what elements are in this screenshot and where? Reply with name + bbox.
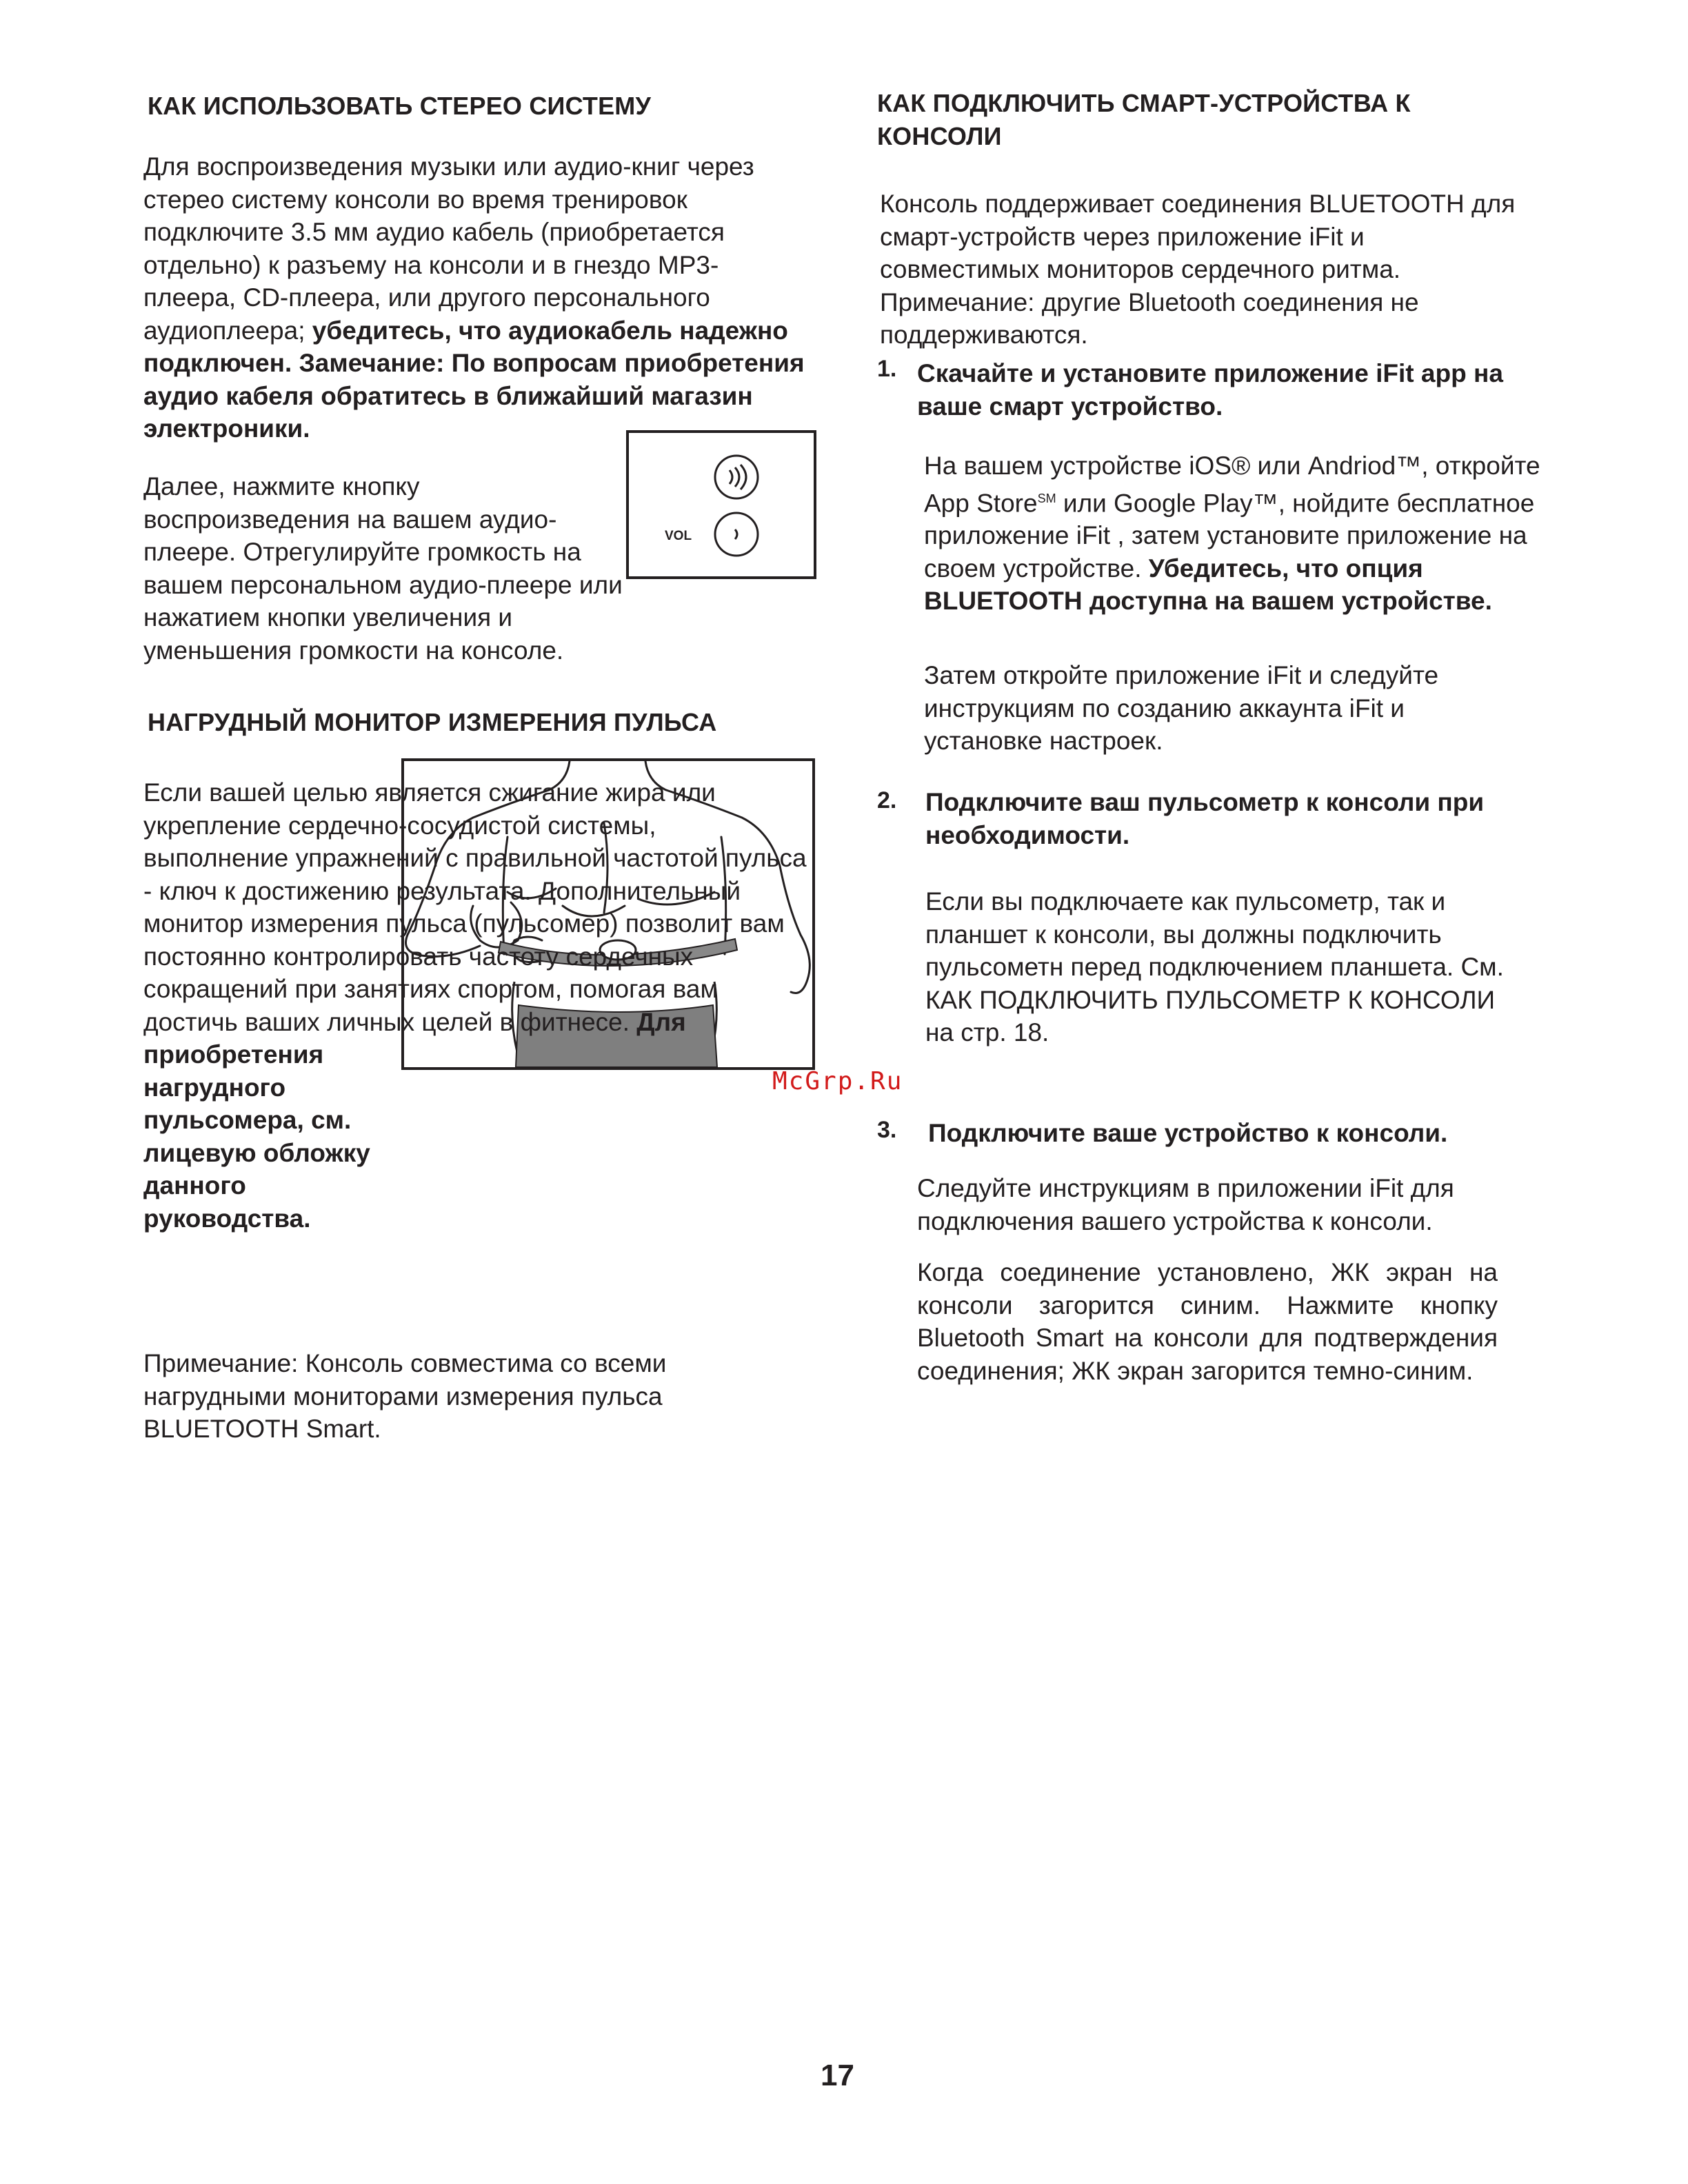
hrm-note-paragraph xyxy=(143,1347,808,1446)
step-3-paragraph-2 xyxy=(917,1256,1498,1387)
step-3-number: 3. xyxy=(877,1117,897,1143)
step-3-heading: Подключите ваше устройство к консоли. xyxy=(928,1119,1448,1147)
step-3-paragraph xyxy=(917,1172,1498,1237)
page-number: 17 xyxy=(821,2059,854,2092)
step-3-text-2: Когда соединение установлено, ЖК экран на консоли загорится синим. Нажмите кнопку Bluetooth Smart на консоли для подтверждения соединения; ЖК экран загорится темно-синим. xyxy=(917,1258,1498,1385)
step-2-paragraph xyxy=(925,885,1518,1049)
vol-label: VOL xyxy=(665,529,692,543)
hrm-paragraph-text: Если вашей целью является сжигание жира или укрепление сердечно-сосудистой системы, выполнение упражнений с правильной частотой пульса - ключ к достижению результата. Дополнительный монитор измерения пульса (пульсомер) позволит вам постоянно контролировать частоту сердечных сокращений при занятиях спортом, помогая вам достичь ваших личных целей в фитнесе. xyxy=(143,778,807,1036)
stereo-intro-text: Для воспроизведения музыки или аудио-книг через стерео систему консоли во время тренировок подключите 3.5 мм аудио кабель (приобретается отдельно) к разъему на консоли и в гнездо MP3-плеера, CD-плеера, или другого персонального аудиоплеера; xyxy=(143,152,754,345)
step-1-paragraph-2 xyxy=(924,659,1503,758)
smart-section-title: КАК ПОДКЛЮЧИТЬ СМАРТ-УСТРОЙСТВА К КОНСОЛИ xyxy=(877,89,1411,150)
hrm-paragraph xyxy=(143,776,808,1362)
step-1-number: 1. xyxy=(877,356,897,382)
step-1-text-2: Затем откройте приложение iFit и следуйте инструкциям по созданию аккаунта iFit и установке настроек. xyxy=(924,661,1439,755)
volume-level-icon xyxy=(735,529,737,539)
step-2-number: 2. xyxy=(877,787,897,813)
hrm-section-title: НАГРУДНЫЙ МОНИТОР ИЗМЕРЕНИЯ ПУЛЬСА xyxy=(148,708,717,736)
sound-waves-icon xyxy=(730,465,746,489)
step-1-text-a: На вашем устройстве iOS® или Andriod™, откройте App Store xyxy=(924,452,1540,517)
step-2-heading: Подключите ваш пульсометр к консоли при необходимости. xyxy=(925,788,1485,849)
step-2-text: Если вы подключаете как пульсометр, так и планшет к консоли, вы должны подключить пульсометн перед подключением планшета. См. КАК ПОДКЛЮЧИТЬ ПУЛЬСОМЕТР К КОНСОЛИ на стр. 18. xyxy=(925,887,1504,1046)
step-3-heading-wrap xyxy=(928,1117,1549,1150)
stereo-play-text: Далее, нажмите кнопку воспроизведения на вашем аудио-плеере. Отрегулируйте громкость на вашем персональном аудио-плеере или нажатием кнопки увеличения и уменьшения громкости на консоле. xyxy=(143,472,623,665)
watermark: McGrp.Ru xyxy=(772,1067,903,1095)
service-mark: SM xyxy=(1037,491,1056,505)
stereo-intro-paragraph xyxy=(143,150,808,445)
smart-intro-paragraph xyxy=(880,188,1525,352)
stereo-section-title: КАК ИСПОЛЬЗОВАТЬ СТЕРЕО СИСТЕМУ xyxy=(148,92,652,120)
hrm-paragraph-bold: Для приобретения нагрудного пульсомера, см. лицевую обложку данного руководства. xyxy=(143,1007,686,1233)
step-1-paragraph xyxy=(924,449,1545,618)
step-1-heading-wrap xyxy=(917,357,1538,423)
step-3-text: Следуйте инструкциям в приложении iFit для подключения вашего устройства к консоли. xyxy=(917,1174,1454,1235)
stereo-intro-bold: убедитесь, что аудиокабель надежно подключен. Замечание: По вопросам приобретения аудио кабеля обратитесь в ближайший магазин электроники. xyxy=(143,316,805,443)
step-1-bold: Убедитесь, что опция BLUETOOTH доступна на вашем устройстве. xyxy=(924,554,1492,616)
step-1-text-b: или Google Play™, нойдите бесплатное приложение iFit , затем установите приложение на своем устройстве. xyxy=(924,488,1535,583)
step-1-heading: Скачайте и установите приложение iFit app на ваше смарт устройство. xyxy=(917,359,1503,421)
hrm-note-text: Примечание: Консоль совместима со всеми нагрудными мониторами измерения пульса BLUETOOTH Smart. xyxy=(143,1349,667,1443)
volume-buttons-figure xyxy=(626,430,816,579)
volume-buttons-illustration xyxy=(629,433,814,576)
smart-intro-text: Консоль поддерживает соединения BLUETOOTH для смарт-устройств через приложение iFit и совместимых мониторов сердечного ритма. Примечание: другие Bluetooth соединения не поддерживаются. xyxy=(880,190,1516,349)
stereo-play-paragraph xyxy=(143,470,626,667)
step-2-heading-wrap xyxy=(925,786,1546,851)
